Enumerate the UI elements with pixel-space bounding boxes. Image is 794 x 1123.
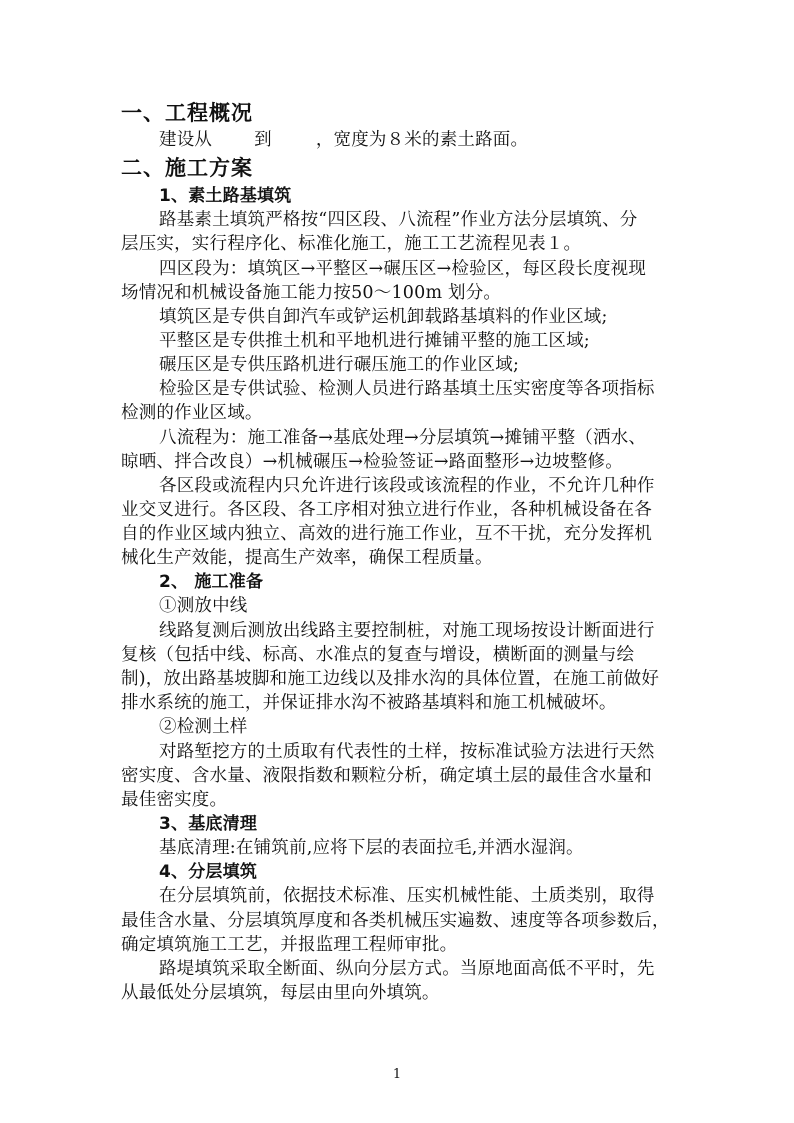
project-overview-text: [159, 128, 528, 152]
paragraph-line: 路堤填筑采取全断面、纵向分层方式。当原地面高低不平时，先: [159, 959, 655, 979]
paragraph-line: 层压实，实行程序化、标准化施工，施工工艺流程见表１。: [121, 234, 582, 254]
paragraph-line: 基底清理:在铺筑前,应将下层的表面拉毛,并洒水湿润。: [159, 838, 584, 858]
project-intro-to: 到: [254, 130, 272, 150]
paragraph-line: 晾晒、拌合改良）→机械碾压→检验签证→路面整形→边坡整修。: [121, 452, 623, 472]
paragraph-line: 八流程为：施工准备→基底处理→分层填筑→摊铺平整（洒水、: [159, 428, 647, 448]
subsection-3-heading: 3、基底清理: [159, 814, 258, 834]
paragraph-line: 械化生产效能，提高生产效率，确保工程质量。: [121, 548, 493, 568]
subsection-2-heading: 2、 施工准备: [159, 572, 264, 592]
project-intro-end: ，宽度为８米的素土路面。: [315, 130, 529, 150]
paragraph-line: 排水系统的施工，并保证排水沟不被路基填料和施工机械破坏。: [121, 693, 617, 713]
section-1-heading: 一、工程概况: [121, 101, 253, 125]
subsection-1-heading: 1、素土路基填筑: [159, 186, 292, 206]
paragraph-line: 自的作业区域内独立、高效的进行施工作业，互不干扰，充分发挥机: [121, 524, 652, 544]
paragraph-line: 对路堑挖方的土质取有代表性的土样，按标准试验方法进行天然: [159, 742, 655, 762]
paragraph-line: 确定填筑施工工艺，并报监理工程师审批。: [121, 935, 458, 955]
project-intro-start: 建设从: [159, 130, 213, 150]
item-1-heading: ①测放中线: [159, 596, 248, 616]
paragraph-line: 四区段为：填筑区→平整区→碾压区→检验区，每区段长度视现: [159, 259, 647, 279]
paragraph-line: 线路复测后测放出线路主要控制桩，对施工现场按设计断面进行: [159, 621, 655, 641]
paragraph-line: 密实度、含水量、液限指数和颗粒分析，确定填土层的最佳含水量和: [121, 766, 652, 786]
paragraph-line: 平整区是专供推土机和平地机进行摊铺平整的施工区域;: [159, 331, 590, 351]
paragraph-line: 业交叉进行。各区段、各工序相对独立进行作业，各种机械设备在各: [121, 500, 652, 520]
paragraph-line: 制)，放出路基坡脚和施工边线以及排水沟的具体位置，在施工前做好: [121, 669, 660, 689]
paragraph-line: 各区段或流程内只允许进行该段或该流程的作业，不允许几种作: [159, 476, 655, 496]
paragraph-line: 碾压区是专供压路机进行碾压施工的作业区域;: [159, 355, 520, 375]
paragraph-line: 最佳含水量、分层填筑厚度和各类机械压实遍数、速度等各项参数后，: [121, 911, 670, 931]
paragraph-line: 场情况和机械设备施工能力按50～100m 划分。: [121, 283, 502, 303]
paragraph-line: 最佳密实度。: [121, 790, 228, 810]
paragraph-line: 检测的作业区域。: [121, 403, 263, 423]
paragraph-line: 路基素土填筑严格按“四区段、八流程”作业方法分层填筑、分: [159, 210, 638, 230]
section-2-heading: 二、施工方案: [121, 156, 253, 180]
paragraph-line: 检验区是专供试验、检测人员进行路基填土压实密度等各项指标: [159, 379, 655, 399]
item-2-heading: ②检测土样: [159, 717, 248, 737]
paragraph-line: 在分层填筑前，依据技术标准、压实机械性能、土质类别，取得: [159, 886, 655, 906]
paragraph-line: 复核（包括中线、标高、水准点的复查与增设，横断面的测量与绘: [121, 645, 635, 665]
paragraph-line: 填筑区是专供自卸汽车或铲运机卸载路基填料的作业区域;: [159, 307, 608, 327]
subsection-4-heading: 4、分层填筑: [159, 862, 258, 882]
page-number: 1: [392, 1067, 402, 1082]
paragraph-line: 从最低处分层填筑，每层由里向外填筑。: [121, 983, 440, 1003]
